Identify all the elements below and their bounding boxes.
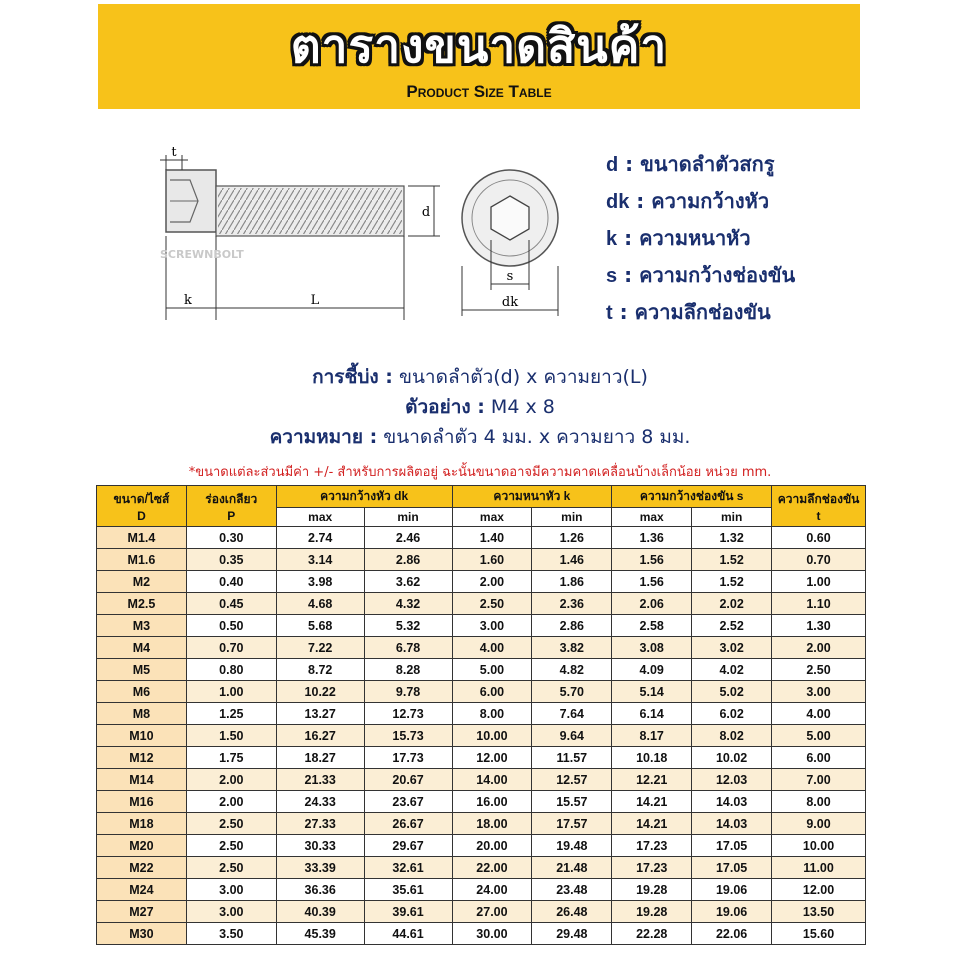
- table-cell: 20.00: [452, 835, 532, 857]
- table-cell: 15.57: [532, 791, 612, 813]
- table-cell: 0.50: [186, 615, 276, 637]
- table-cell: 4.32: [364, 593, 452, 615]
- table-cell: 19.06: [692, 879, 772, 901]
- table-cell: 6.02: [692, 703, 772, 725]
- table-cell: 0.70: [186, 637, 276, 659]
- table-cell: 11.00: [772, 857, 866, 879]
- table-cell: 0.80: [186, 659, 276, 681]
- label-s: s: [506, 269, 514, 284]
- table-cell: 2.00: [772, 637, 866, 659]
- table-cell: 0.30: [186, 527, 276, 549]
- table-cell: 2.58: [612, 615, 692, 637]
- table-cell: 11.57: [532, 747, 612, 769]
- cell-size: M8: [97, 703, 187, 725]
- cell-size: M22: [97, 857, 187, 879]
- legend-key: k: [606, 228, 618, 250]
- table-cell: 21.48: [532, 857, 612, 879]
- table-cell: 44.61: [364, 923, 452, 945]
- table-row: [97, 615, 866, 637]
- table-cell: 27.00: [452, 901, 532, 923]
- table-cell: 16.27: [276, 725, 364, 747]
- table-cell: 2.00: [186, 769, 276, 791]
- table-cell: 1.00: [772, 571, 866, 593]
- table-row: [97, 857, 866, 879]
- table-cell: 5.68: [276, 615, 364, 637]
- table-cell: 5.32: [364, 615, 452, 637]
- label-k: k: [184, 293, 192, 308]
- cell-size: M4: [97, 637, 187, 659]
- table-cell: 10.22: [276, 681, 364, 703]
- table-cell: 23.48: [532, 879, 612, 901]
- tolerance-note: *ขนาดแต่ละส่วนมีค่า +/- สำหรับการผลิตอยู่ ฉะนั้นขนาดอาจมีความคาดเคลื่อนบ้างเล็กน้อย หน่วย mm.: [188, 465, 772, 480]
- table-cell: 3.00: [452, 615, 532, 637]
- header-s: ความกว้างช่องขัน s: [612, 486, 772, 508]
- table-cell: 2.50: [186, 813, 276, 835]
- table-cell: 1.00: [186, 681, 276, 703]
- label-t: t: [171, 145, 177, 160]
- table-cell: 1.75: [186, 747, 276, 769]
- table-cell: 18.27: [276, 747, 364, 769]
- table-cell: 3.00: [772, 681, 866, 703]
- table-cell: 1.56: [612, 571, 692, 593]
- legend-item: d : ขนาดลำตัวสกรู: [606, 152, 775, 176]
- table-cell: 6.00: [772, 747, 866, 769]
- table-cell: 1.26: [532, 527, 612, 549]
- cell-size: M5: [97, 659, 187, 681]
- table-cell: 12.73: [364, 703, 452, 725]
- legend-key: s: [606, 265, 618, 287]
- table-cell: 14.03: [692, 791, 772, 813]
- cell-size: M24: [97, 879, 187, 901]
- table-cell: 12.57: [532, 769, 612, 791]
- table-cell: 6.78: [364, 637, 452, 659]
- table-row: [97, 593, 866, 615]
- header-k: ความหนาหัว k: [452, 486, 612, 508]
- table-cell: 3.50: [186, 923, 276, 945]
- table-cell: 3.62: [364, 571, 452, 593]
- table-cell: 32.61: [364, 857, 452, 879]
- cell-size: M30: [97, 923, 187, 945]
- table-cell: 2.52: [692, 615, 772, 637]
- table-cell: 22.28: [612, 923, 692, 945]
- table-cell: 22.00: [452, 857, 532, 879]
- cell-size: M18: [97, 813, 187, 835]
- table-cell: 5.00: [772, 725, 866, 747]
- table-cell: 2.86: [364, 549, 452, 571]
- header-min: min: [692, 508, 772, 527]
- table-cell: 2.50: [186, 835, 276, 857]
- table-cell: 2.02: [692, 593, 772, 615]
- table-cell: 3.00: [186, 879, 276, 901]
- table-cell: 3.08: [612, 637, 692, 659]
- legend-item: dk : ความกว้างหัว: [606, 189, 770, 213]
- table-cell: 30.00: [452, 923, 532, 945]
- table-cell: 16.00: [452, 791, 532, 813]
- table-cell: 1.52: [692, 571, 772, 593]
- table-cell: 3.82: [532, 637, 612, 659]
- table-cell: 0.60: [772, 527, 866, 549]
- table-cell: 39.61: [364, 901, 452, 923]
- table-cell: 10.00: [772, 835, 866, 857]
- table-cell: 12.00: [772, 879, 866, 901]
- table-cell: 17.05: [692, 835, 772, 857]
- table-cell: 2.00: [186, 791, 276, 813]
- cell-size: M12: [97, 747, 187, 769]
- table-cell: 4.00: [772, 703, 866, 725]
- table-cell: 0.40: [186, 571, 276, 593]
- table-cell: 24.00: [452, 879, 532, 901]
- table-cell: 6.14: [612, 703, 692, 725]
- table-cell: 45.39: [276, 923, 364, 945]
- info-example-value: M4 x 8: [490, 396, 555, 418]
- table-cell: 27.33: [276, 813, 364, 835]
- info-designation-label: การชี้บ่ง :: [312, 366, 393, 388]
- table-cell: 2.74: [276, 527, 364, 549]
- label-L: L: [310, 293, 320, 308]
- table-cell: 20.67: [364, 769, 452, 791]
- title-banner: [98, 4, 860, 109]
- table-cell: 22.06: [692, 923, 772, 945]
- table-cell: 9.78: [364, 681, 452, 703]
- legend-desc: ความกว้างช่องขัน: [639, 263, 796, 287]
- table-cell: 2.50: [186, 857, 276, 879]
- table-cell: 19.28: [612, 879, 692, 901]
- cell-size: M2: [97, 571, 187, 593]
- table-row: [97, 637, 866, 659]
- table-cell: 9.00: [772, 813, 866, 835]
- legend-key: t: [606, 302, 613, 324]
- table-row: [97, 879, 866, 901]
- table-cell: 17.57: [532, 813, 612, 835]
- legend-item: s : ความกว้างช่องขัน: [606, 263, 796, 287]
- size-table: [96, 485, 866, 945]
- table-cell: 2.36: [532, 593, 612, 615]
- table-cell: 2.86: [532, 615, 612, 637]
- table-cell: 7.22: [276, 637, 364, 659]
- legend-desc: ความลึกช่องขัน: [634, 300, 771, 324]
- diagram-watermark: SCREWNBOLT: [160, 248, 244, 261]
- table-cell: 8.00: [452, 703, 532, 725]
- legend-item: t : ความลึกช่องขัน: [606, 300, 771, 324]
- legend-desc: ความกว้างหัว: [651, 189, 770, 213]
- table-cell: 15.73: [364, 725, 452, 747]
- info-designation-value: ขนาดลำตัว(d) x ความยาว(L): [398, 366, 648, 388]
- table-row: [97, 725, 866, 747]
- table-cell: 3.14: [276, 549, 364, 571]
- table-cell: 14.00: [452, 769, 532, 791]
- table-cell: 1.52: [692, 549, 772, 571]
- info-meaning-label: ความหมาย :: [269, 426, 378, 448]
- banner-subtitle: Product Size Table: [406, 82, 552, 101]
- table-cell: 2.50: [772, 659, 866, 681]
- table-row: [97, 659, 866, 681]
- info-meaning: [0, 422, 960, 452]
- table-row: [97, 527, 866, 549]
- cell-size: M10: [97, 725, 187, 747]
- table-cell: 3.00: [186, 901, 276, 923]
- table-cell: 18.00: [452, 813, 532, 835]
- table-cell: 13.50: [772, 901, 866, 923]
- table-cell: 5.00: [452, 659, 532, 681]
- cell-size: M2.5: [97, 593, 187, 615]
- cell-size: M3: [97, 615, 187, 637]
- table-cell: 19.48: [532, 835, 612, 857]
- header-min: min: [364, 508, 452, 527]
- table-cell: 29.48: [532, 923, 612, 945]
- table-cell: 35.61: [364, 879, 452, 901]
- table-cell: 36.36: [276, 879, 364, 901]
- legend-key: d: [606, 154, 619, 176]
- header-max: max: [452, 508, 532, 527]
- banner-title: ตารางขนาดสินค้า: [290, 19, 668, 73]
- table-cell: 2.06: [612, 593, 692, 615]
- table-cell: 1.30: [772, 615, 866, 637]
- table-cell: 14.21: [612, 791, 692, 813]
- table-cell: 12.21: [612, 769, 692, 791]
- cell-size: M27: [97, 901, 187, 923]
- screw-diagram: [150, 140, 590, 330]
- table-cell: 2.46: [364, 527, 452, 549]
- legend-key: dk: [606, 191, 630, 213]
- table-row: [97, 549, 866, 571]
- table-cell: 24.33: [276, 791, 364, 813]
- table-cell: 1.46: [532, 549, 612, 571]
- table-cell: 26.48: [532, 901, 612, 923]
- table-row: [97, 791, 866, 813]
- table-cell: 40.39: [276, 901, 364, 923]
- table-cell: 17.05: [692, 857, 772, 879]
- table-cell: 7.00: [772, 769, 866, 791]
- label-dk: dk: [501, 295, 519, 310]
- table-cell: 0.45: [186, 593, 276, 615]
- legend-desc: ขนาดลำตัวสกรู: [640, 152, 775, 176]
- table-cell: 19.28: [612, 901, 692, 923]
- table-cell: 1.10: [772, 593, 866, 615]
- table-cell: 8.17: [612, 725, 692, 747]
- header-min: min: [532, 508, 612, 527]
- legend-item: k : ความหนาหัว: [606, 226, 751, 250]
- table-cell: 17.23: [612, 857, 692, 879]
- table-cell: 1.32: [692, 527, 772, 549]
- cell-size: M16: [97, 791, 187, 813]
- legend: [606, 146, 795, 331]
- table-cell: 1.40: [452, 527, 532, 549]
- table-cell: 26.67: [364, 813, 452, 835]
- table-row: [97, 681, 866, 703]
- table-cell: 1.56: [612, 549, 692, 571]
- table-row: [97, 901, 866, 923]
- cell-size: M1.6: [97, 549, 187, 571]
- table-cell: 4.09: [612, 659, 692, 681]
- table-cell: 1.50: [186, 725, 276, 747]
- info-example: [0, 392, 960, 422]
- table-cell: 5.02: [692, 681, 772, 703]
- table-cell: 14.03: [692, 813, 772, 835]
- table-body: [97, 527, 866, 945]
- cell-size: M14: [97, 769, 187, 791]
- table-cell: 14.21: [612, 813, 692, 835]
- table-cell: 0.35: [186, 549, 276, 571]
- table-cell: 1.36: [612, 527, 692, 549]
- table-cell: 19.06: [692, 901, 772, 923]
- table-cell: 29.67: [364, 835, 452, 857]
- table-cell: 5.70: [532, 681, 612, 703]
- label-d: d: [421, 205, 431, 220]
- table-cell: 10.02: [692, 747, 772, 769]
- table-cell: 17.23: [612, 835, 692, 857]
- table-cell: 1.86: [532, 571, 612, 593]
- header-max: max: [276, 508, 364, 527]
- table-cell: 4.82: [532, 659, 612, 681]
- table-cell: 2.00: [452, 571, 532, 593]
- table-cell: 7.64: [532, 703, 612, 725]
- table-cell: 33.39: [276, 857, 364, 879]
- header-dk: ความกว้างหัว dk: [276, 486, 452, 508]
- table-cell: 3.98: [276, 571, 364, 593]
- table-cell: 10.18: [612, 747, 692, 769]
- table-cell: 23.67: [364, 791, 452, 813]
- cell-size: M1.4: [97, 527, 187, 549]
- table-cell: 8.02: [692, 725, 772, 747]
- table-cell: 9.64: [532, 725, 612, 747]
- table-cell: 13.27: [276, 703, 364, 725]
- table-row: [97, 813, 866, 835]
- table-row: [97, 923, 866, 945]
- info-meaning-value: ขนาดลำตัว 4 มม. x ความยาว 8 มม.: [383, 426, 691, 448]
- table-cell: 2.50: [452, 593, 532, 615]
- header-pitch: ร่องเกลียว P: [186, 486, 276, 527]
- table-cell: 1.25: [186, 703, 276, 725]
- table-cell: 0.70: [772, 549, 866, 571]
- table-cell: 12.03: [692, 769, 772, 791]
- table-cell: 5.14: [612, 681, 692, 703]
- table-cell: 1.60: [452, 549, 532, 571]
- table-row: [97, 571, 866, 593]
- table-row: [97, 769, 866, 791]
- table-cell: 4.00: [452, 637, 532, 659]
- cell-size: M20: [97, 835, 187, 857]
- header-size: ขนาด/ไซส์ D: [97, 486, 187, 527]
- table-row: [97, 747, 866, 769]
- table-cell: 30.33: [276, 835, 364, 857]
- info-designation: [0, 362, 960, 392]
- table-cell: 8.72: [276, 659, 364, 681]
- header-max: max: [612, 508, 692, 527]
- table-cell: 8.00: [772, 791, 866, 813]
- table-cell: 10.00: [452, 725, 532, 747]
- table-cell: 3.02: [692, 637, 772, 659]
- table-cell: 8.28: [364, 659, 452, 681]
- table-cell: 15.60: [772, 923, 866, 945]
- table-cell: 6.00: [452, 681, 532, 703]
- table-cell: 12.00: [452, 747, 532, 769]
- legend-desc: ความหนาหัว: [639, 226, 751, 250]
- table-cell: 21.33: [276, 769, 364, 791]
- table-row: [97, 703, 866, 725]
- table-row: [97, 835, 866, 857]
- table-cell: 4.02: [692, 659, 772, 681]
- table-cell: 17.73: [364, 747, 452, 769]
- header-t: ความลึกช่องขัน t: [772, 486, 866, 527]
- table-cell: 4.68: [276, 593, 364, 615]
- cell-size: M6: [97, 681, 187, 703]
- info-example-label: ตัวอย่าง :: [405, 396, 485, 418]
